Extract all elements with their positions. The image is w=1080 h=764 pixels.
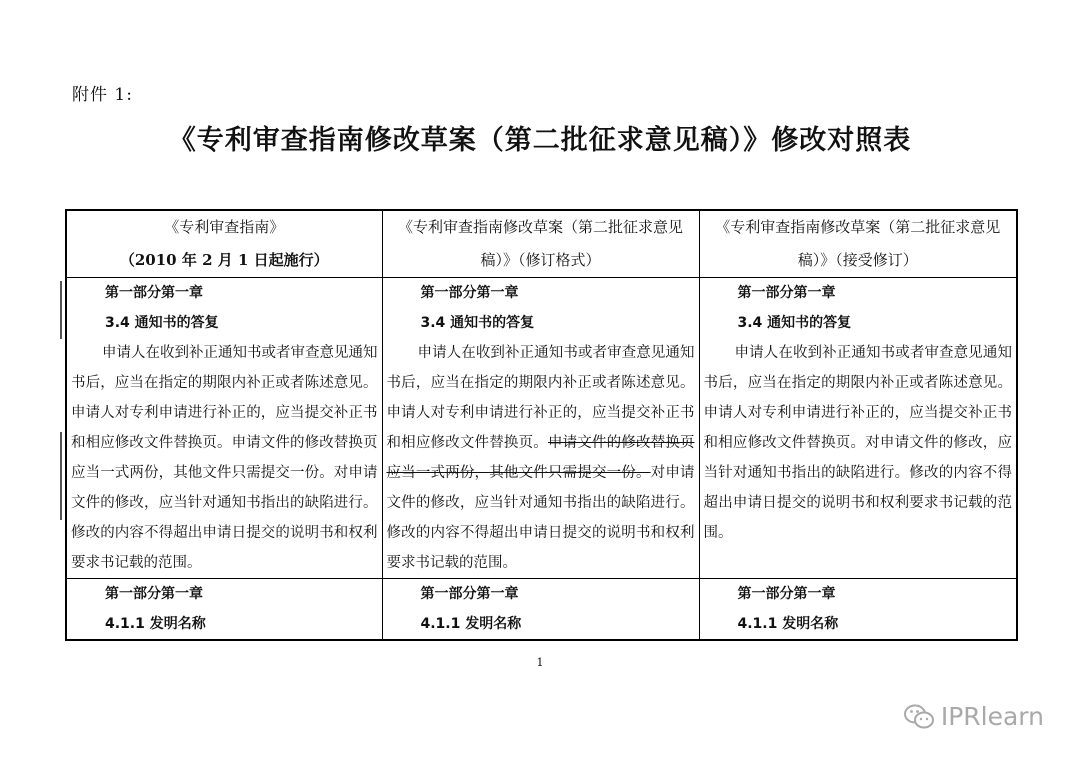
part-heading: 第一部分第一章 [420, 285, 519, 301]
watermark [903, 702, 1044, 731]
section-heading: 4.1.1 发明名称 [737, 616, 839, 632]
header-original [66, 210, 382, 278]
header-original-line1: 《专利审查指南》 [164, 218, 285, 236]
text-kept-before: 申请人在收到补正通知书或者审查意见通知书后，应当在指定的期限内补正或者陈述意见。申请人对专利申请进行补正的，应当提交补正书和相应修改文件替换页。 [386, 345, 695, 451]
section-heading: 3.4 通知书的答复 [737, 315, 852, 331]
paragraph-original: 申请人在收到补正通知书或者审查意见通知书后，应当在指定的期限内补正或者陈述意见。申请人对专利申请进行补正的，应当提交补正书和相应修改文件替换页。申请文件的修改替换页应当一式两份，其他文件只需提交一份。对申请文件的修改，应当针对通知书指出的缺陷进行。修改的内容不得超出申请日提交的说明书和权利要求书记载的范围。 [71, 345, 378, 571]
page-number: 1 [536, 656, 544, 669]
cell-original [66, 579, 382, 641]
watermark-text: IPRlearn [940, 702, 1044, 731]
cell-tracked [382, 278, 699, 579]
header-tracked-line1: 《专利审查指南修改草案（第二批征求意见 [397, 218, 683, 236]
section-heading: 4.1.1 发明名称 [420, 616, 522, 632]
table-row [66, 278, 1017, 579]
paragraph-tracked [387, 338, 695, 578]
paragraph-accepted: 申请人在收到补正通知书或者审查意见通知书后，应当在指定的期限内补正或者陈述意见。申请人对专利申请进行补正的，应当提交补正书和相应修改文件替换页。对申请文件的修改，应当针对通知书指出的缺陷进行。修改的内容不得超出申请日提交的说明书和权利要求书记载的范围。 [703, 345, 1012, 541]
part-heading: 第一部分第一章 [737, 586, 836, 602]
section-heading: 4.1.1 发明名称 [105, 616, 206, 632]
header-accepted-line1: 《专利审查指南修改草案（第二批征求意见 [715, 218, 1001, 236]
cell-accepted [699, 278, 1017, 579]
comparison-table [65, 209, 1018, 641]
section-heading: 3.4 通知书的答复 [420, 315, 535, 331]
revision-change-bar [60, 281, 62, 339]
part-heading: 第一部分第一章 [737, 285, 836, 301]
revision-change-bar [60, 432, 62, 520]
part-heading: 第一部分第一章 [105, 586, 203, 602]
header-row [66, 210, 1017, 278]
header-original-line2: （2010 年 2 月 1 日起施行） [119, 251, 329, 269]
header-accepted-line2: 稿）》（接受修订） [797, 251, 918, 269]
header-tracked-line2: 稿）》（修订格式） [480, 251, 601, 269]
cell-accepted [699, 579, 1017, 641]
wechat-icon [903, 703, 935, 731]
text-deleted: 申请文件的修改替换页应当一式两份，其他文件只需提交一份。 [386, 435, 695, 481]
header-accepted [699, 210, 1017, 278]
cell-tracked [382, 579, 699, 641]
header-tracked [382, 210, 699, 278]
text-kept-after: 对申请文件的修改，应当针对通知书指出的缺陷进行。修改的内容不得超出申请日提交的说明书和权利要求书记载的范围。 [386, 465, 695, 571]
cell-original [66, 278, 382, 579]
part-heading: 第一部分第一章 [420, 586, 519, 602]
document-title: 《专利审查指南修改草案（第二批征求意见稿）》修改对照表 [168, 125, 912, 156]
attachment-label: 附件 1: [72, 85, 133, 105]
section-heading: 3.4 通知书的答复 [105, 315, 219, 331]
part-heading: 第一部分第一章 [105, 285, 203, 301]
table-row [66, 579, 1017, 641]
